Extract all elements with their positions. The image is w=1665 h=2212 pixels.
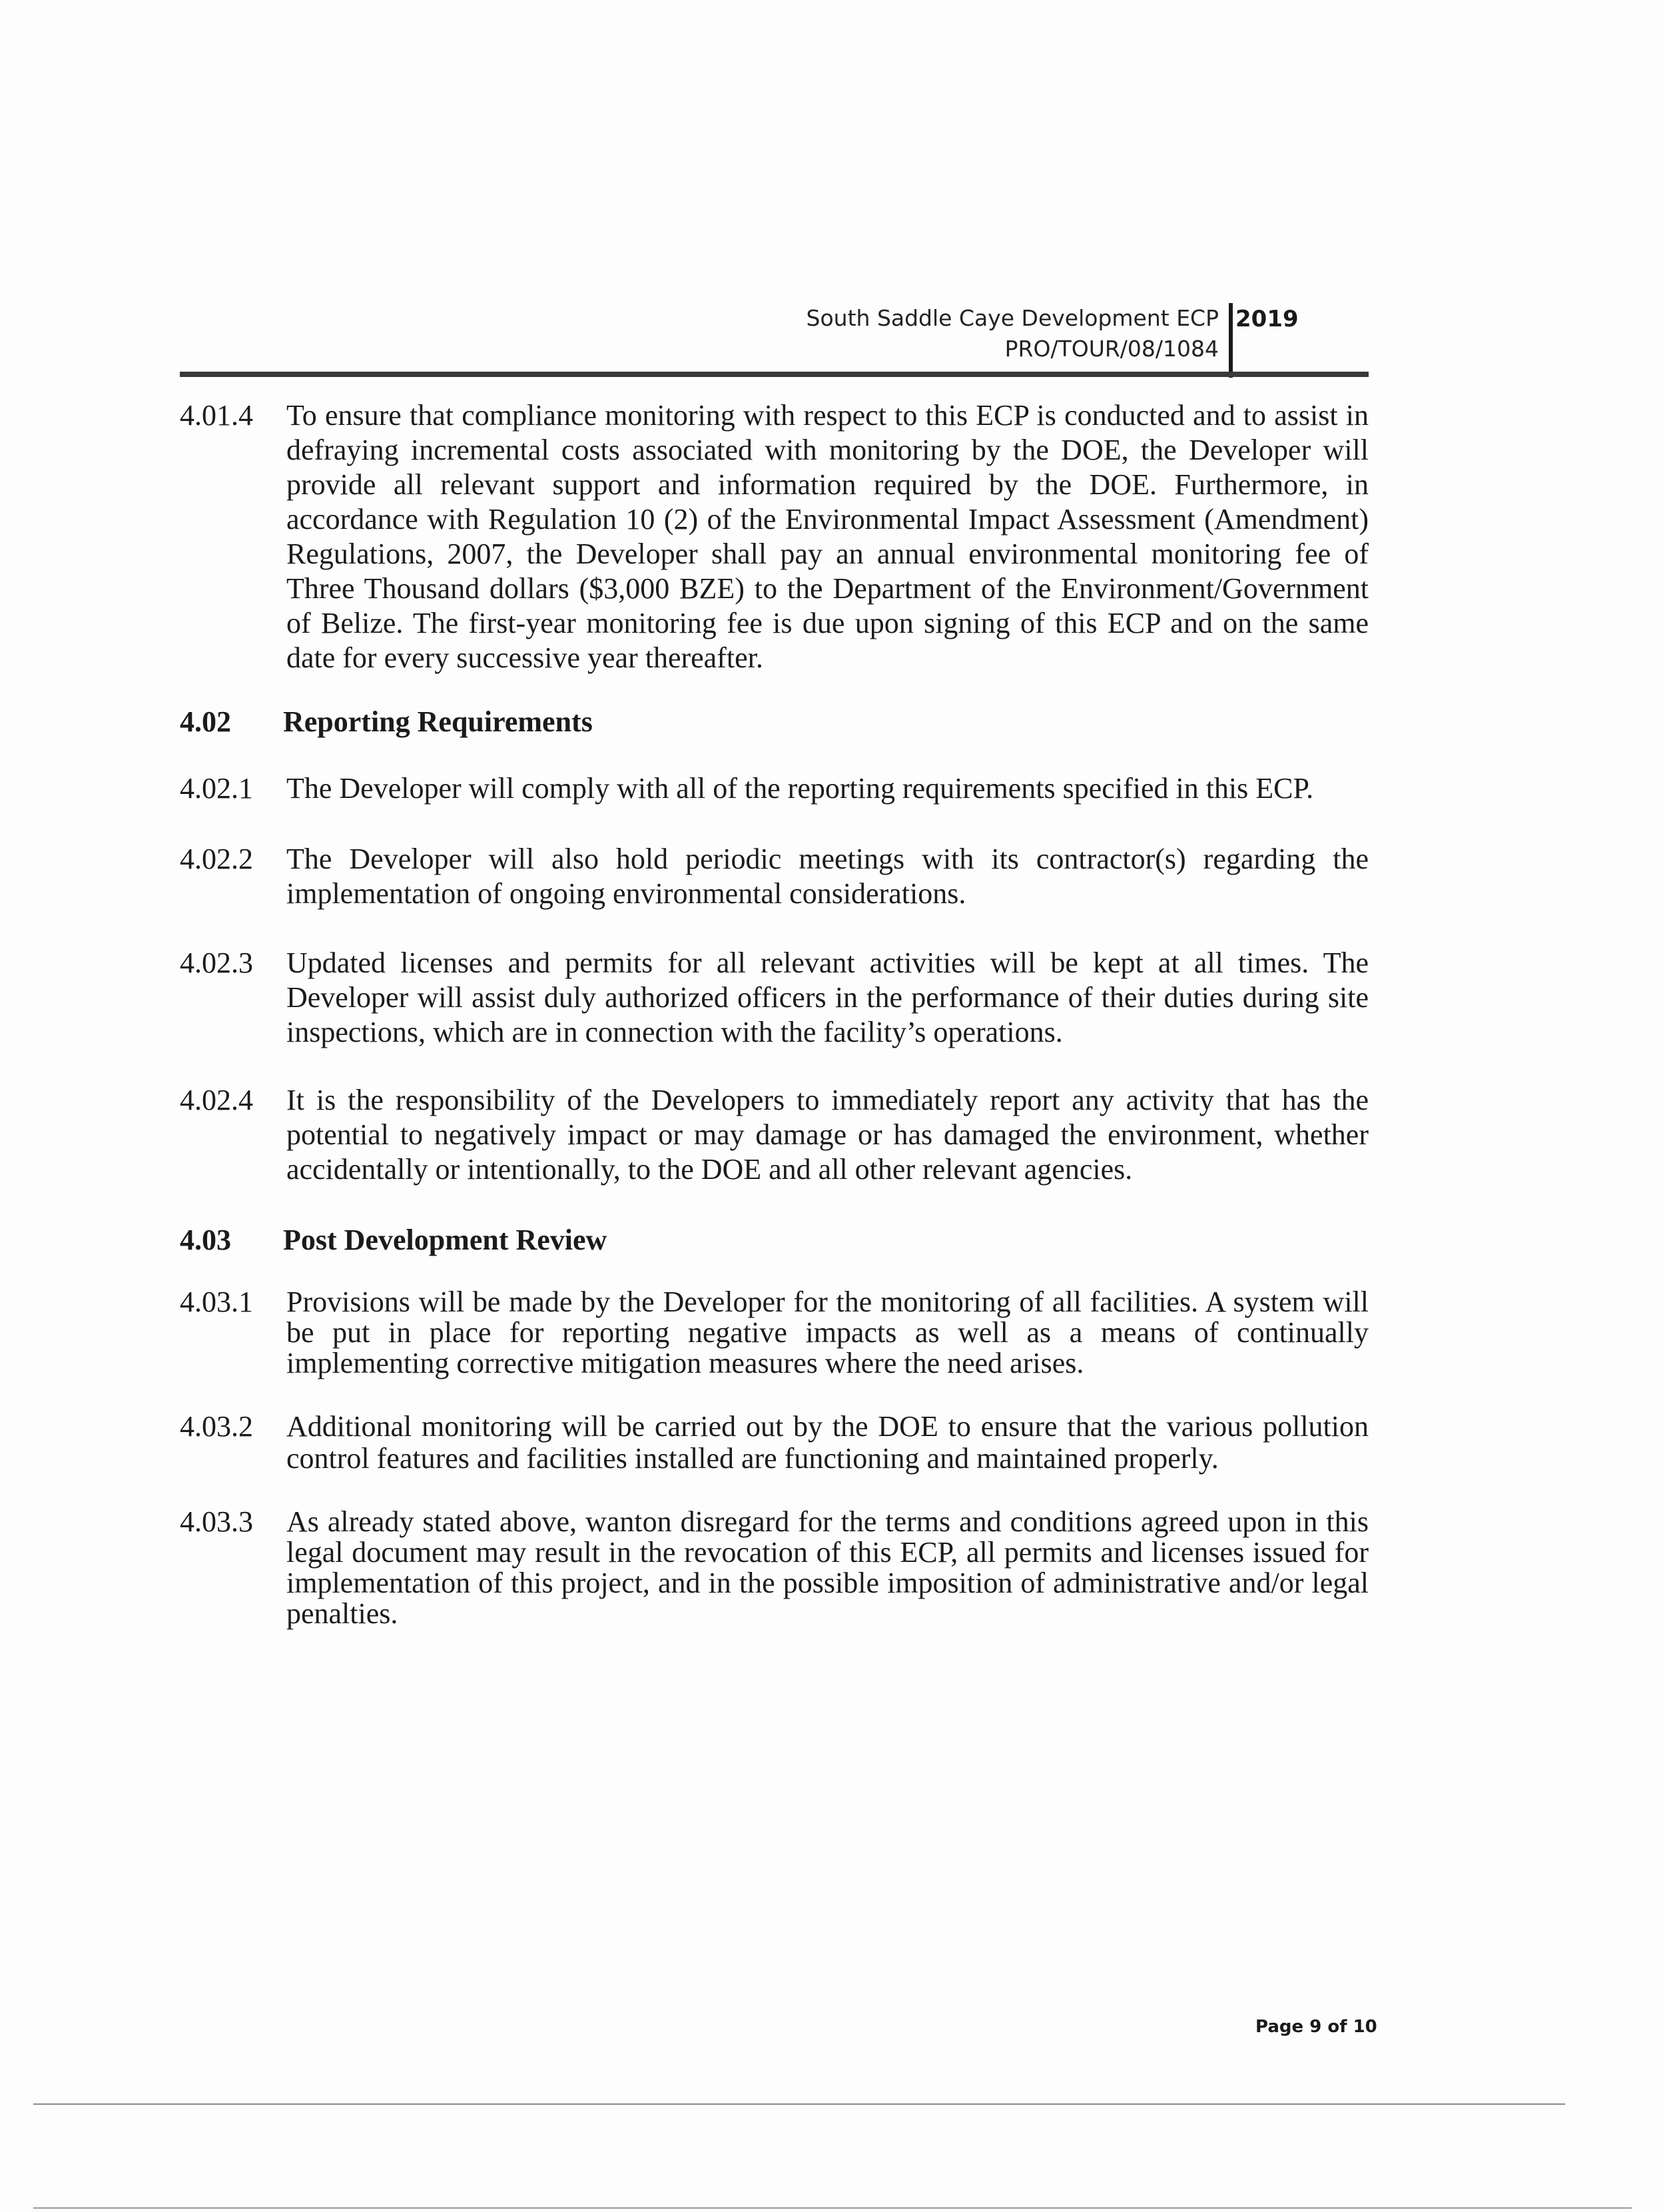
section-heading [180, 1223, 1369, 1258]
header-title-line1: South Saddle Caye Development ECP [806, 305, 1219, 331]
clause [180, 1507, 1369, 1629]
clause-number: 4.03.1 [180, 1286, 253, 1318]
clause-4032 [180, 1411, 1369, 1475]
header-divider [1229, 303, 1233, 378]
clause-number: 4.02.2 [180, 843, 253, 875]
clause-text: The Developer will also hold periodic meetings with its contractor(s) regarding the implementation of ongoing environmental considerations. [286, 843, 1369, 910]
header-title-line2: PRO/TOUR/08/1084 [1004, 336, 1219, 362]
clause-number: 4.01.4 [180, 399, 253, 432]
clause [180, 1287, 1369, 1379]
clause-4033 [180, 1507, 1369, 1629]
clause-text: Additional monitoring will be carried out by the DOE to ensure that the various pollution control features and facilities installed are functioning and maintained properly. [286, 1410, 1369, 1475]
clause-text: Provisions will be made by the Developer for the monitoring of all facilities. A system will be put in place for reporting negative impacts as well as a means of continually implementing corrective mitigation measures where the need arises. [286, 1286, 1369, 1379]
clause [180, 842, 1369, 911]
clause-4014 [180, 398, 1369, 675]
section-title: Reporting Requirements [283, 705, 593, 738]
clause-number: 4.03.2 [180, 1410, 253, 1443]
section-number: 4.03 [180, 1224, 231, 1256]
clause-number: 4.02.4 [180, 1084, 253, 1116]
clause-text: To ensure that compliance monitoring with respect to this ECP is conducted and to assist in defraying incremental costs associated with monitoring by the DOE, the Developer will provide all relevant support and information required by the DOE. Furthermore, in accordance with Regulation 10 (2) of the Environmental Impact Assessment (Amendment) Regulations, 2007, the Developer shall pay an annual environmental monitoring fee of Three Thousand dollars ($3,000 BZE) to the Department of the Environment/Government of Belize. The first-year monitoring fee is due upon signing of this ECP and on the same date for every successive year thereafter. [286, 399, 1369, 674]
page-header [706, 303, 1369, 378]
section-number: 4.02 [180, 705, 231, 738]
clause [180, 946, 1369, 1050]
clause-4021 [180, 771, 1369, 806]
header-year: 2019 [1235, 306, 1299, 332]
clause-text: It is the responsibility of the Developers to immediately report any activity that has the potential to negatively impact or may damage or has damaged the environment, whether accidentally or intentionally, to the DOE and all other relevant agencies. [286, 1084, 1369, 1186]
clause-4024 [180, 1083, 1369, 1187]
section-402-heading [180, 705, 1369, 739]
section-title: Post Development Review [283, 1224, 607, 1256]
clause-text: Updated licenses and permits for all relevant activities will be kept at all times. The Developer will assist duly authorized officers in the performance of their duties during site inspections, which are in connection with the facility’s operations. [286, 946, 1369, 1048]
clause [180, 1083, 1369, 1187]
section-403-heading [180, 1223, 1369, 1258]
clause-4023 [180, 946, 1369, 1050]
header-rule [180, 372, 1369, 377]
clause-number: 4.02.1 [180, 772, 253, 805]
header-title [807, 303, 1219, 364]
clause [180, 771, 1369, 806]
clause [180, 1411, 1369, 1475]
clause-number: 4.02.3 [180, 946, 253, 979]
section-heading [180, 705, 1369, 739]
scan-edge-line [33, 2207, 1632, 2209]
clause-4022 [180, 842, 1369, 911]
clause-text: As already stated above, wanton disregard for the terms and conditions agreed upon in this legal document may result in the revocation of this ECP, all permits and licenses issued for implementation of this project, and in the possible imposition of administrative and/or legal penalties. [286, 1505, 1369, 1630]
clause-number: 4.03.3 [180, 1505, 253, 1538]
clause-text: The Developer will comply with all of the reporting requirements specified in this ECP. [286, 772, 1314, 805]
footer-rule [33, 2103, 1565, 2105]
clause-4031 [180, 1287, 1369, 1379]
clause [180, 398, 1369, 675]
page-number: Page 9 of 10 [1255, 2017, 1377, 2037]
